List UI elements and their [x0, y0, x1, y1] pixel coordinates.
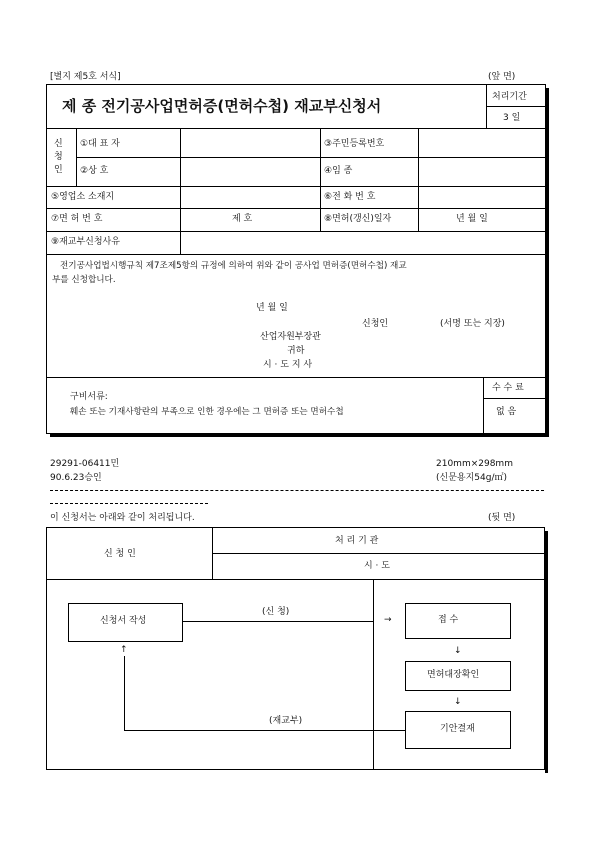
recipient-honorific: 귀하: [287, 346, 305, 356]
flow-col-applicant: 신 청 인: [104, 549, 136, 559]
phone-field[interactable]: [419, 187, 545, 207]
reissue-arrow-label: (재교부): [269, 716, 303, 726]
processing-period-value: 3 일: [503, 113, 521, 123]
license-number-value[interactable]: 제 호: [232, 214, 253, 224]
business-type-label: ④임 종: [324, 166, 353, 176]
application-date[interactable]: 년 월 일: [256, 303, 288, 313]
phone-label: ⑥전 화 번 호: [324, 192, 376, 202]
form-code: 29291-06411민: [50, 459, 120, 469]
flow-col-agency: 처 리 기 관: [335, 536, 379, 546]
step-write-label: 신청서 작성: [100, 616, 147, 626]
statement-line-1: 전기공사업법시행규칙 제7조제5항의 규정에 의하여 위와 같이 공사업 면허증(면허수첩) 재교: [60, 261, 407, 271]
reissue-reason-field[interactable]: [181, 232, 545, 253]
office-address-label: ⑤영업소 소재지: [51, 192, 115, 202]
paper-type: (신문용지54g/㎡): [436, 473, 507, 483]
reissue-connector-horizontal: [124, 730, 405, 731]
right-arrow-icon: →: [384, 615, 392, 625]
trade-name-label: ②상 호: [80, 166, 109, 176]
applicant-signature-label: 신청인: [362, 319, 389, 329]
form-number: [별지 제5호 서식]: [50, 72, 121, 82]
step-approve-label: 기안결재: [440, 724, 475, 734]
applicant-group-label-3: 인: [54, 165, 63, 175]
applicant-group-label-2: 청: [54, 152, 63, 162]
applicant-group-label-1: 신: [54, 139, 63, 149]
representative-label: ①대 표 자: [80, 139, 120, 149]
down-arrow-icon: ↓: [454, 646, 462, 656]
required-docs-content: 훼손 또는 기재사항란의 부족으로 인한 경우에는 그 면허증 또는 면허수첩: [70, 407, 344, 417]
cut-line: [50, 490, 544, 491]
step-check-label: 면허대장확인: [427, 670, 480, 680]
down-arrow-icon-2: ↓: [454, 697, 462, 707]
form-title: 제 종 전기공사업면허증(면허수첩) 재교부신청서: [62, 97, 382, 115]
office-address-field[interactable]: [181, 187, 319, 207]
required-docs-label: 구비서류:: [70, 392, 108, 402]
statement-line-2: 부를 신청합니다.: [52, 275, 116, 285]
resident-number-field[interactable]: [419, 129, 545, 156]
process-note: 이 신청서는 아래와 같이 처리됩니다.: [50, 513, 195, 523]
license-number-label: ⑦면 허 번 호: [51, 214, 103, 224]
reissue-connector-vertical: [124, 656, 125, 730]
back-side-label: (뒷 면): [488, 513, 516, 523]
paper-size: 210mm×298mm: [436, 459, 513, 469]
flow-col-sido: 시 · 도: [364, 561, 390, 571]
resident-number-label: ③주민등록번호: [324, 139, 385, 149]
step-receive-label: 접 수: [438, 615, 459, 625]
page-side: (앞 면): [488, 72, 516, 82]
license-date-label: ⑧면허(갱신)일자: [324, 214, 392, 224]
reissue-reason-label: ⑨재교부신청사유: [51, 237, 120, 247]
trade-name-field[interactable]: [181, 158, 319, 185]
representative-field[interactable]: [181, 129, 319, 156]
business-type-field[interactable]: [419, 158, 545, 185]
cut-line-short: [50, 503, 208, 504]
signature-note: (서명 또는 지장): [440, 319, 505, 329]
fee-label: 수 수 료: [492, 383, 524, 393]
recipient-minister: 산업자원부장관: [260, 332, 321, 342]
fee-value: 없 음: [496, 407, 517, 417]
apply-connector: [183, 621, 373, 622]
processing-period-label: 처리기간: [492, 92, 527, 102]
recipient-governor: 시 · 도 지 사: [263, 360, 313, 370]
approval-date: 90.6.23승인: [50, 473, 102, 483]
up-arrow-icon: ↑: [120, 645, 128, 655]
apply-arrow-label: (신 청): [262, 607, 290, 617]
license-date-value[interactable]: 년 월 일: [456, 214, 488, 224]
